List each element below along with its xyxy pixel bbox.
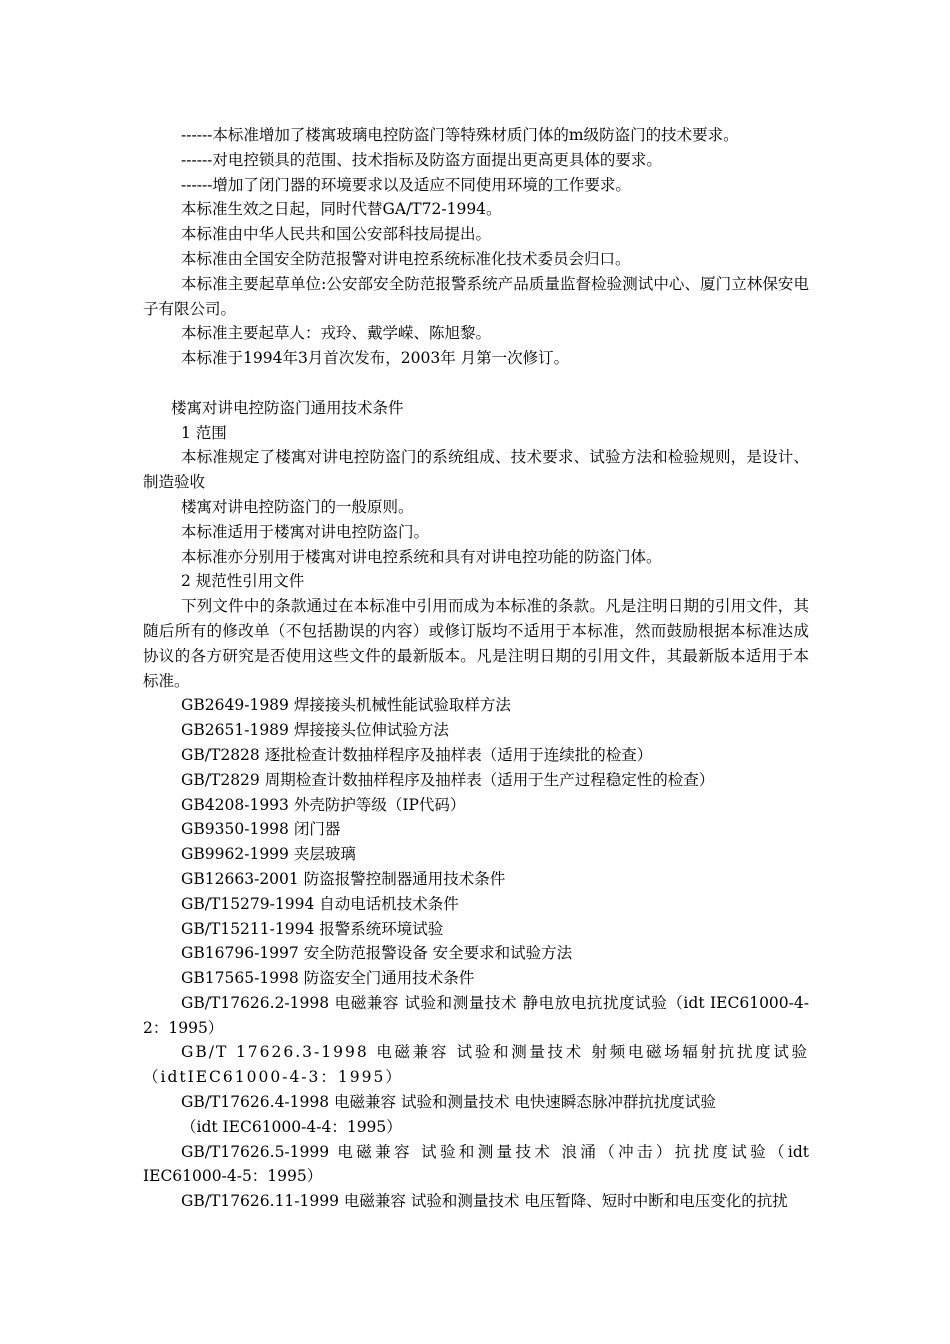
reference-item: GB/T15279-1994 自动电话机技术条件 <box>181 894 459 913</box>
section-heading: 1 范围 <box>181 423 227 442</box>
foreword-item: 本标准主要起草单位:公安部安全防范报警系统产品质量监督检验测试中心、厦门立林保安电子有限公司。 <box>143 274 809 318</box>
reference-item: GB/T17626.5-1999 电磁兼容 试验和测量技术 浪涌（冲击）抗扰度试验（idt IEC61000-4-5：1995） <box>143 1142 809 1186</box>
reference-item: GB/T15211-1994 报警系统环境试验 <box>181 919 444 938</box>
foreword-item: ------对电控锁具的范围、技术指标及防盗方面提出更高更具体的要求。 <box>181 150 662 169</box>
foreword-item: 本标准由中华人民共和国公安部科技局提出。 <box>181 225 492 244</box>
reference-item: GB2649-1989 焊接接头机械性能试验取样方法 <box>181 696 511 715</box>
foreword-item: ------本标准增加了楼寓玻璃电控防盗门等特殊材质门体的m级防盗门的技术要求。 <box>181 126 739 144</box>
reference-item: GB12663-2001 防盗报警控制器通用技术条件 <box>181 869 506 888</box>
reference-item: GB4208-1993 外壳防护等级（IP代码） <box>181 795 466 814</box>
reference-item: GB9350-1998 闭门器 <box>181 820 341 839</box>
section-paragraph: 本标准亦分别用于楼寓对讲电控系统和具有对讲电控功能的防盗门体。 <box>181 547 662 566</box>
section-paragraph: 本标准适用于楼寓对讲电控防盗门。 <box>181 522 430 541</box>
foreword-item: 本标准生效之日起，同时代替GA/T72-1994。 <box>181 200 502 219</box>
reference-item: GB9962-1999 夹层玻璃 <box>181 845 356 864</box>
reference-item: （idt IEC61000-4-4：1995） <box>181 1117 402 1136</box>
reference-item: GB/T2829 周期检查计数抽样程序及抽样表（适用于生产过程稳定性的检查） <box>181 770 715 789</box>
section-paragraph: 本标准规定了楼寓对讲电控防盗门的系统组成、技术要求、试验方法和检验规则，是设计、制造验收 <box>143 448 809 492</box>
reference-item: GB17565-1998 防盗安全门通用技术条件 <box>181 969 475 988</box>
reference-item: GB/T17626.2-1998 电磁兼容 试验和测量技术 静电放电抗扰度试验（idt IEC61000-4-2：1995） <box>143 993 809 1037</box>
document-body <box>143 123 809 1214</box>
foreword-item: 本标准主要起草人：戎玲、戴学嵘、陈旭黎。 <box>181 324 492 343</box>
section-paragraph: 楼寓对讲电控防盗门的一般原则。 <box>181 497 414 516</box>
section-heading: 2 规范性引用文件 <box>181 572 305 591</box>
reference-item: GB/T2828 逐批检查计数抽样程序及抽样表（适用于连续批的检查） <box>181 745 653 764</box>
reference-item: GB/T17626.4-1998 电磁兼容 试验和测量技术 电快速瞬态脉冲群抗扰度试验 <box>181 1093 716 1112</box>
blank-line <box>143 371 809 396</box>
foreword-item: 本标准由全国安全防范报警对讲电控系统标准化技术委员会归口。 <box>181 249 631 268</box>
reference-item: GB/T 17626.3-1998 电磁兼容 试验和测量技术 射频电磁场辐射抗扰度试验（idtIEC61000-4-3：1995） <box>143 1043 809 1087</box>
reference-item: GB2651-1989 焊接接头位伸试验方法 <box>181 721 449 740</box>
section-paragraph: 下列文件中的条款通过在本标准中引用而成为本标准的条款。凡是注明日期的引用文件，其随后所有的修改单（不包括勘误的内容）或修订版均不适用于本标准，然而鼓励根据本标准达成协议的各方研究是否使用这些文件的最新版本。凡是注明日期的引用文件，其最新版本适用于本标准。 <box>143 597 809 690</box>
document-title: 楼寓对讲电控防盗门通用技术条件 <box>171 398 404 417</box>
reference-item: GB16796-1997 安全防范报警设备 安全要求和试验方法 <box>181 944 573 963</box>
foreword-item: ------增加了闭门器的环境要求以及适应不同使用环境的工作要求。 <box>181 175 631 194</box>
reference-item: GB/T17626.11-1999 电磁兼容 试验和测量技术 电压暂降、短时中断和电压变化的抗扰 <box>181 1192 788 1211</box>
foreword-item: 本标准于1994年3月首次发布，2003年 月第一次修订。 <box>181 349 570 368</box>
